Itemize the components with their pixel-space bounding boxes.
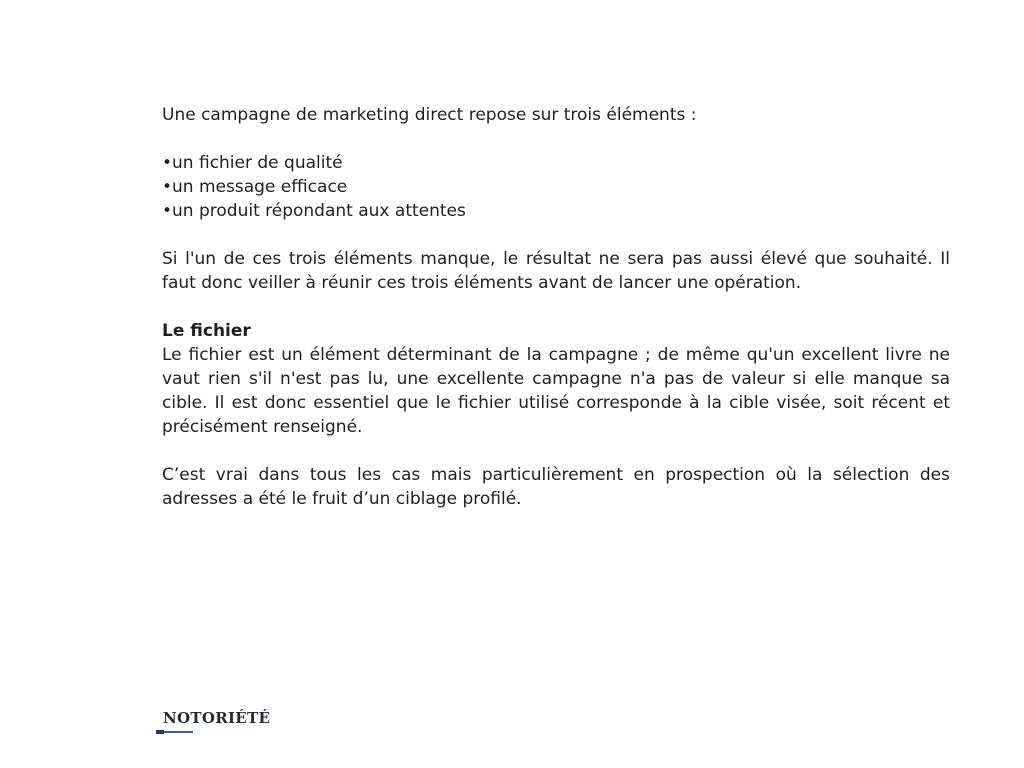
spacer <box>162 223 950 247</box>
logo-text: NOTORIÉTÉ <box>163 709 271 727</box>
paragraph-elements: Si l'un de ces trois éléments manque, le résultat ne sera pas aussi élevé que souhaité. Il faut donc veiller à réunir ces trois éléments avant de lancer une opération. <box>162 249 950 293</box>
bullet-item: •un message efficace <box>162 177 348 197</box>
section-title: Le fichier <box>162 321 251 341</box>
paragraph-prospection: C’est vrai dans tous les cas mais particulièrement en prospection où la sélection des adresses a été le fruit d’un ciblage profilé. <box>162 465 950 509</box>
paragraph-fichier: Le fichier est un élément déterminant de la campagne ; de même qu'un excellent livre ne vaut rien s'il n'est pas lu, une excellente campagne n'a pas de valeur si elle manque sa cible. Il est donc essentiel que le fichier utilisé corresponde à la cible visée, soit récent et précisément renseigné. <box>162 345 950 437</box>
bullet-item: •un produit répondant aux attentes <box>162 201 466 221</box>
notoriete-logo <box>156 709 296 737</box>
spacer <box>162 127 950 151</box>
slide-body <box>162 103 950 511</box>
bullet-item: •un fichier de qualité <box>162 153 343 173</box>
logo-underline <box>164 731 193 733</box>
intro-text: Une campagne de marketing direct repose sur trois éléments : <box>162 105 697 125</box>
logo-underline-accent <box>156 730 164 734</box>
spacer <box>162 439 950 463</box>
spacer <box>162 295 950 319</box>
bullet-list <box>162 151 950 223</box>
